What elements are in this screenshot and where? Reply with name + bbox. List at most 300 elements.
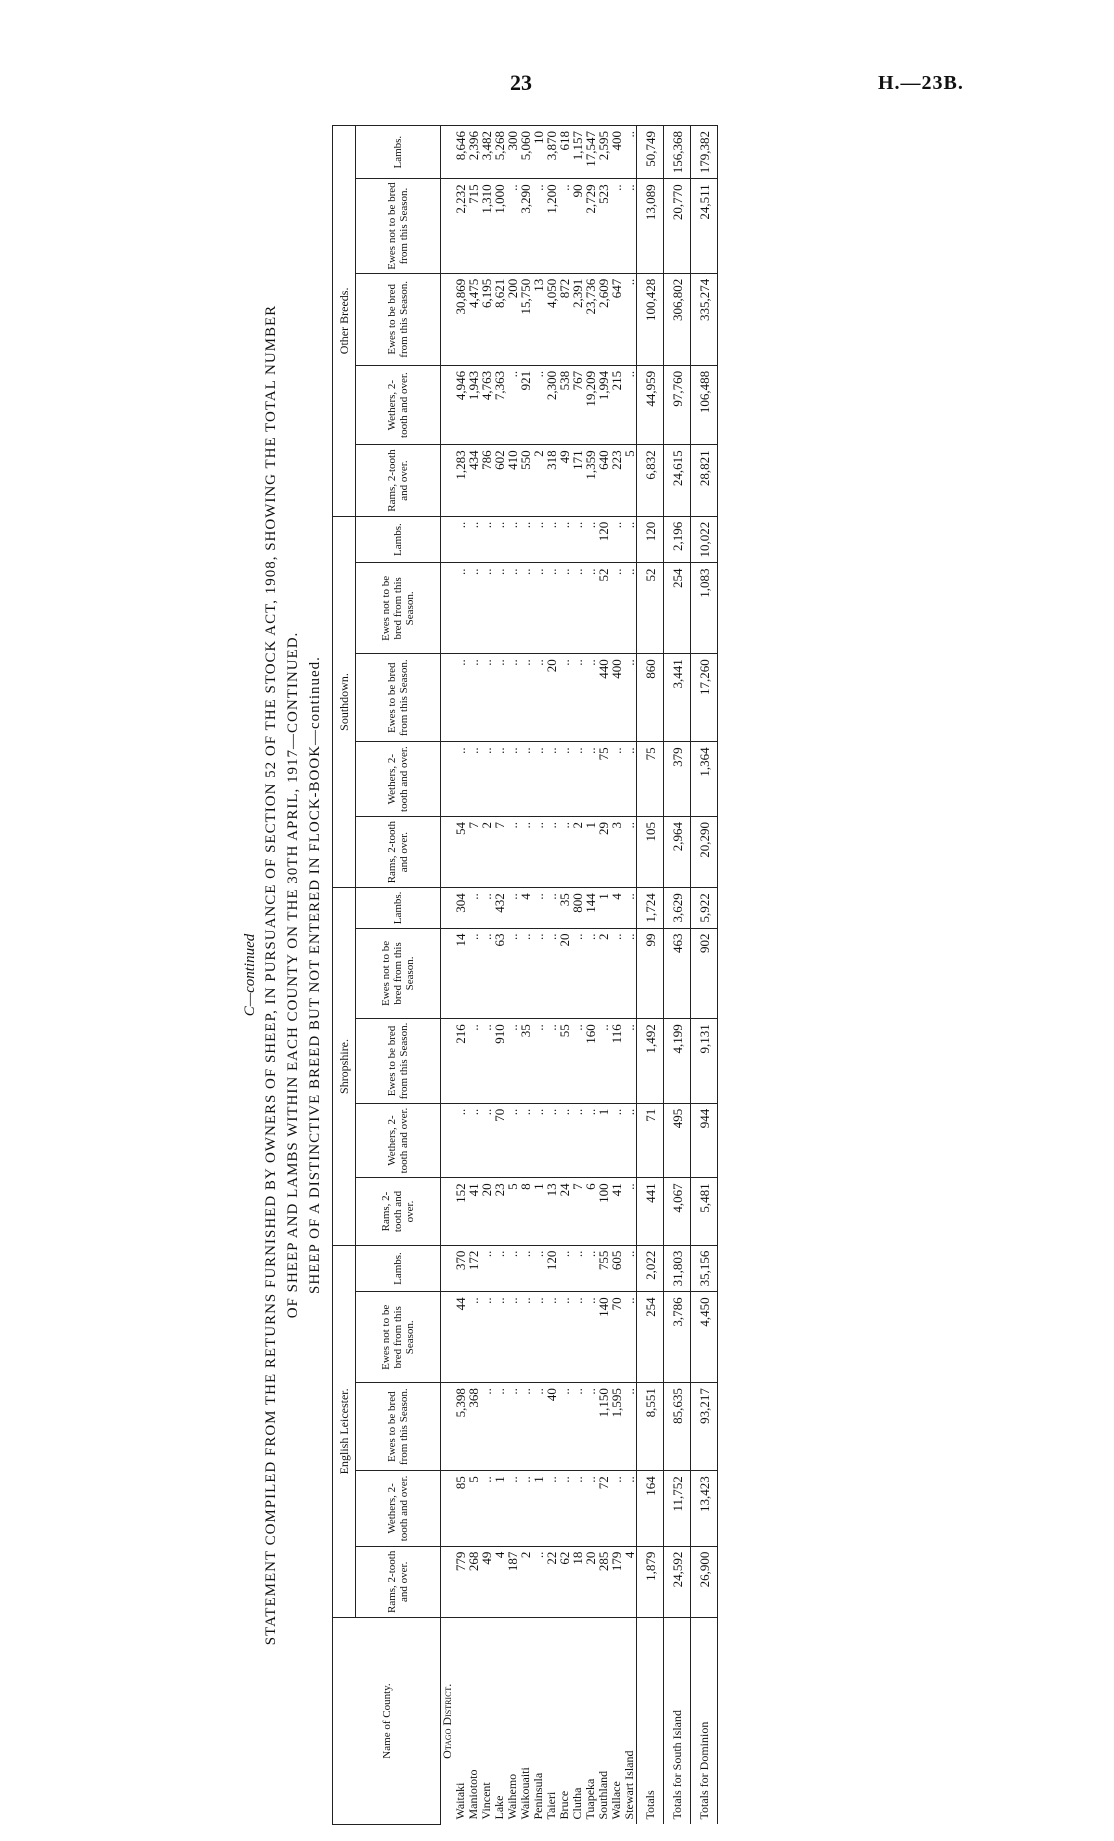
county-name: Stewart Island [622,1750,636,1820]
table-cell: 2,196 [664,516,691,563]
table-cell: .. [610,516,623,563]
table-cell: .. [506,563,519,654]
table-cell: 3,441 [664,654,691,742]
table-cell: .. [558,654,571,742]
table-cell: 20 [584,1546,597,1617]
table-cell: 1,595 [610,1383,623,1471]
table-cell: 3,870 [545,126,558,179]
table-cell: 13 [545,1178,558,1245]
table-cell: .. [584,1103,597,1178]
table-cell: 5 [623,445,637,516]
sheep-table [332,125,718,1825]
table-cell: .. [545,1103,558,1178]
county-name: Taieri [544,1791,558,1820]
table-cell: .. [493,742,506,817]
table-cell: .. [519,563,532,654]
table-cell: 28,821 [691,445,718,516]
table-cell: .. [558,1383,571,1471]
table-cell: 268 [467,1546,480,1617]
table-cell: .. [584,742,597,817]
county-name: Maniototo [466,1769,480,1820]
table-cell: 605 [610,1245,623,1292]
column-header: Ewes not to be bred from this Season. [356,928,441,1019]
title-line-1: STATEMENT COMPILED FROM THE RETURNS FURNISHED BY OWNERS OF SHEEP, IN PURSUANCE OF SECTION 52 OF THE STOCK ACT, 1908, SHOWING THE TOTAL NUMBER [263,304,279,1646]
table-cell: .. [506,1019,519,1103]
table-cell: 550 [519,445,532,516]
table-cell: 2,964 [664,816,691,887]
table-cell: 179 [610,1546,623,1617]
table-cell: 1 [532,1178,545,1245]
table-cell: .. [571,654,584,742]
table-cell: 8,621 [493,273,506,365]
table-cell: .. [623,1019,637,1103]
table-cell: .. [480,928,493,1019]
group-other-breeds: Other Breeds. [333,126,356,517]
table-cell: .. [454,654,467,742]
table-cell: .. [519,816,532,887]
table-cell: 10 [532,126,545,179]
table-cell: .. [558,179,571,273]
table-cell: .. [545,816,558,887]
table-cell [441,1292,455,1383]
column-header: Ewes not to be bred from this Season. [356,179,441,273]
county-name: Peninsula [531,1772,545,1820]
column-header: Ewes to be bred from this Season. [356,654,441,742]
column-header: Wethers, 2-tooth and over. [356,1471,441,1546]
table-cell: .. [454,516,467,563]
table-cell: 2 [480,816,493,887]
table-cell: .. [532,816,545,887]
table-cell: 100,428 [637,273,664,365]
table-cell: 1 [493,1471,506,1546]
table-cell: 19,209 [584,365,597,444]
table-cell: 254 [637,1292,664,1383]
table-cell: .. [519,1245,532,1292]
table-cell: 41 [610,1178,623,1245]
column-header: Lambs. [356,1245,441,1292]
table-cell: 2 [597,928,610,1019]
table-cell [441,516,455,563]
table-cell: 4,475 [467,273,480,365]
column-header-row [356,126,441,1825]
table-cell: 164 [637,1471,664,1546]
table-cell: 7 [571,1178,584,1245]
table-cell: 335,274 [691,273,718,365]
table-cell: 1,943 [467,365,480,444]
table-cell: .. [558,1245,571,1292]
column-header: Rams, 2-tooth and over. [356,445,441,516]
table-cell: 18 [571,1546,584,1617]
table-cell: .. [532,1245,545,1292]
table-cell: .. [467,1019,480,1103]
table-cell: .. [584,1383,597,1471]
table-cell: 20,770 [664,179,691,273]
totals-row [637,126,664,1825]
table-cell: 75 [597,742,610,817]
table-cell: 49 [480,1546,493,1617]
table-cell: .. [454,742,467,817]
table-cell: .. [623,563,637,654]
table-cell: .. [519,928,532,1019]
table-cell: .. [545,1471,558,1546]
table-cell: .. [480,1292,493,1383]
table-cell [441,365,455,444]
table-cell: 52 [597,563,610,654]
table-cell: .. [519,1383,532,1471]
table-cell: .. [493,1245,506,1292]
table-cell: 304 [454,888,467,928]
table-cell: 179,382 [691,126,718,179]
table-cell: 4,199 [664,1019,691,1103]
table-cell: .. [506,516,519,563]
table-cell: 2 [532,445,545,516]
table-cell: .. [623,654,637,742]
table-cell: 1,994 [597,365,610,444]
table-cell: 50,749 [637,126,664,179]
table-cell: .. [506,1471,519,1546]
table-cell: .. [571,1292,584,1383]
table-cell: 368 [467,1383,480,1471]
table-cell: 463 [664,928,691,1019]
county-name: Clutha [570,1787,584,1820]
table-cell [441,1019,455,1103]
page-number: 23 [510,70,532,95]
table-cell: 24 [558,1178,571,1245]
table-cell: .. [610,179,623,273]
table-cell: 75 [637,742,664,817]
table-cell: 4 [623,1546,637,1617]
table-cell: 20,290 [691,816,718,887]
table-cell: .. [506,654,519,742]
table-cell: .. [545,516,558,563]
table-cell: 800 [571,888,584,928]
table-cell: .. [467,928,480,1019]
group-shropshire: Shropshire. [333,888,356,1245]
table-cell: 2,595 [597,126,610,179]
table-cell: 2,396 [467,126,480,179]
table-cell: .. [558,742,571,817]
table-cell: 6 [584,1178,597,1245]
county-name: Waikouaiti [518,1767,532,1820]
table-cell: 40 [545,1383,558,1471]
table-cell [441,1383,455,1471]
table-cell: 216 [454,1019,467,1103]
column-header: Wethers, 2-tooth and over. [356,742,441,817]
table-cell: 254 [664,563,691,654]
table-cell: .. [571,1383,584,1471]
table-row [441,126,455,1825]
table-cell: 7,363 [493,365,506,444]
table-cell: 860 [637,654,664,742]
table-cell: 85,635 [664,1383,691,1471]
table-cell [441,179,455,273]
rotated-page [240,125,840,1825]
table-row [610,126,623,1825]
table-cell: 26,900 [691,1546,718,1617]
table-cell: .. [623,179,637,273]
table-cell: 1,083 [691,563,718,654]
table-cell: .. [610,928,623,1019]
table-cell [441,816,455,887]
table-cell: 4,946 [454,365,467,444]
table-cell: 93,217 [691,1383,718,1471]
table-cell: 11,752 [664,1471,691,1546]
table-cell: .. [558,1292,571,1383]
table-cell: .. [623,1245,637,1292]
county-name: Southland [596,1770,610,1820]
table-cell: .. [623,742,637,817]
table-cell: 13,423 [691,1471,718,1546]
table-cell: .. [467,888,480,928]
table-cell: 20 [558,928,571,1019]
table-cell: .. [623,1292,637,1383]
table-cell: .. [480,516,493,563]
table-cell: 640 [597,445,610,516]
table-cell: 4,450 [691,1292,718,1383]
table-cell: .. [506,888,519,928]
table-cell: 20 [545,654,558,742]
table-cell: 4,067 [664,1178,691,1245]
table-cell: .. [532,928,545,1019]
table-cell: 2,609 [597,273,610,365]
table-cell: 1,724 [637,888,664,928]
table-cell: 1,157 [571,126,584,179]
table-cell: 1,310 [480,179,493,273]
table-cell: 72 [597,1471,610,1546]
table-cell: 15,750 [519,273,532,365]
table-cell: .. [584,516,597,563]
table-cell: 13 [532,273,545,365]
table-cell: 786 [480,445,493,516]
table-cell: 1 [597,888,610,928]
table-cell: 618 [558,126,571,179]
table-cell: .. [623,1178,637,1245]
group-southdown: Southdown. [333,516,356,888]
table-cell: 300 [506,126,519,179]
table-cell: 52 [637,563,664,654]
table-cell: 24,615 [664,445,691,516]
table-cell: 35 [558,888,571,928]
table-cell: 767 [571,365,584,444]
table-cell: 23 [493,1178,506,1245]
table-cell: 306,802 [664,273,691,365]
table-cell: 1 [597,1103,610,1178]
table-cell: 6,832 [637,445,664,516]
table-cell [441,1471,455,1546]
table-cell: 2 [571,816,584,887]
table-cell: .. [558,1471,571,1546]
table-cell: 1,492 [637,1019,664,1103]
table-cell: 4 [519,888,532,928]
table-cell: .. [623,1103,637,1178]
table-cell: 55 [558,1019,571,1103]
table-cell: 105 [637,816,664,887]
county-name: Totals for Dominion [691,1618,718,1825]
table-cell: 432 [493,888,506,928]
table-cell: .. [610,563,623,654]
table-cell: 1,364 [691,742,718,817]
totals-row [664,126,691,1825]
table-cell: 1,359 [584,445,597,516]
table-cell: 223 [610,445,623,516]
table-cell: .. [506,816,519,887]
table-cell: 7 [493,816,506,887]
column-header: Ewes to be bred from this Season. [356,273,441,365]
county-name: Waihemo [505,1773,519,1820]
table-cell: .. [623,1471,637,1546]
table-cell: 3 [610,816,623,887]
table-cell: .. [571,1019,584,1103]
table-cell: 2,232 [454,179,467,273]
table-cell: 97,760 [664,365,691,444]
table-cell: 100 [597,1178,610,1245]
table-cell: 152 [454,1178,467,1245]
table-cell: .. [571,563,584,654]
table-cell: 1 [532,1471,545,1546]
table-cell: .. [545,888,558,928]
table-cell: .. [610,742,623,817]
title-line-2: OF SHEEP AND LAMBS WITHIN EACH COUNTY ON THE 30TH APRIL, 1917—CONTINUED. [285,631,301,1319]
document-reference: H.—23B. [878,72,964,94]
table-cell: 90 [571,179,584,273]
table-cell [441,1178,455,1245]
table-cell: .. [493,654,506,742]
table-cell: .. [584,1471,597,1546]
table-cell: .. [571,1103,584,1178]
table-cell: .. [480,1019,493,1103]
group-english-leicester: English Leicester. [333,1245,356,1617]
table-cell: 370 [454,1245,467,1292]
table-cell: 10,022 [691,516,718,563]
table-cell: .. [610,1103,623,1178]
table-cell: .. [584,563,597,654]
table-cell: 779 [454,1546,467,1617]
table-cell: .. [467,1103,480,1178]
table-cell: 3,290 [519,179,532,273]
table-cell: 54 [454,816,467,887]
table-cell: 144 [584,888,597,928]
table-cell: .. [480,654,493,742]
table-cell: .. [532,1383,545,1471]
table-cell [441,654,455,742]
table-cell: .. [506,1383,519,1471]
table-cell: 200 [506,273,519,365]
table-cell: .. [519,1103,532,1178]
subtitle: SHEEP OF A DISTINCTIVE BREED BUT NOT ENTERED IN FLOCK-BOOK—continued. [307,656,323,1294]
table-cell: 6,195 [480,273,493,365]
table-cell: 215 [610,365,623,444]
name-header: Name of County. [333,1618,441,1825]
table-cell [441,445,455,516]
table-cell: 872 [558,273,571,365]
table-cell: 171 [571,445,584,516]
table-cell: .. [610,1471,623,1546]
table-cell: .. [584,1245,597,1292]
table-cell: 1 [584,816,597,887]
table-cell: 160 [584,1019,597,1103]
table-cell: .. [623,888,637,928]
column-header: Lambs. [356,516,441,563]
table-cell: .. [480,742,493,817]
table-cell: .. [532,179,545,273]
table-cell: 70 [493,1103,506,1178]
table-cell: 116 [610,1019,623,1103]
table-cell: .. [532,516,545,563]
table-cell: 17,260 [691,654,718,742]
table-cell: .. [584,1292,597,1383]
table-cell: 187 [506,1546,519,1617]
table-cell: 63 [493,928,506,1019]
table-cell: .. [506,742,519,817]
table-cell: 318 [545,445,558,516]
table-cell: 7 [467,816,480,887]
table-cell: 24,592 [664,1546,691,1617]
table-cell: 755 [597,1245,610,1292]
table-cell: .. [623,1383,637,1471]
table-cell: .. [532,1103,545,1178]
table-cell [441,1103,455,1178]
table-cell: 410 [506,445,519,516]
table-cell: 62 [558,1546,571,1617]
table-cell: .. [480,1245,493,1292]
table-cell [441,888,455,928]
table-cell: 5,268 [493,126,506,179]
table-cell [441,1245,455,1292]
table-cell: 35,156 [691,1245,718,1292]
table-cell: 400 [610,126,623,179]
table-cell: 3,629 [664,888,691,928]
table-cell: 30,869 [454,273,467,365]
table-cell: .. [571,928,584,1019]
table-cell: 944 [691,1103,718,1178]
table-cell: 71 [637,1103,664,1178]
column-header: Wethers, 2-tooth and over. [356,1103,441,1178]
table-cell: 434 [467,445,480,516]
county-name: Totals [637,1618,664,1825]
table-cell: .. [493,1383,506,1471]
table-cell: 921 [519,365,532,444]
table-cell: .. [571,742,584,817]
table-cell: .. [493,1292,506,1383]
table-cell: .. [623,816,637,887]
county-name: Otago District. [440,1683,454,1759]
table-cell: .. [467,654,480,742]
table-cell: .. [480,1383,493,1471]
table-cell: 1,200 [545,179,558,273]
continued-label: C—continued [242,933,258,1017]
column-header: Lambs. [356,126,441,179]
table-cell: 2 [519,1546,532,1617]
table-cell [441,126,455,179]
table-cell: 2,391 [571,273,584,365]
table-cell: .. [532,654,545,742]
table-cell: 5,922 [691,888,718,928]
table-cell: 2,022 [637,1245,664,1292]
table-cell: 2,300 [545,365,558,444]
table-cell: 5 [506,1178,519,1245]
column-header: Rams, 2-tooth and over. [356,1546,441,1617]
table-cell: .. [519,516,532,563]
table-cell: 8,551 [637,1383,664,1471]
table-cell: 379 [664,742,691,817]
table-cell: .. [480,1103,493,1178]
column-header: Wethers, 2-tooth and over. [356,365,441,444]
table-cell: 23,736 [584,273,597,365]
table-cell: .. [493,563,506,654]
table-cell: .. [545,563,558,654]
table-cell: 14 [454,928,467,1019]
table-cell: .. [623,126,637,179]
